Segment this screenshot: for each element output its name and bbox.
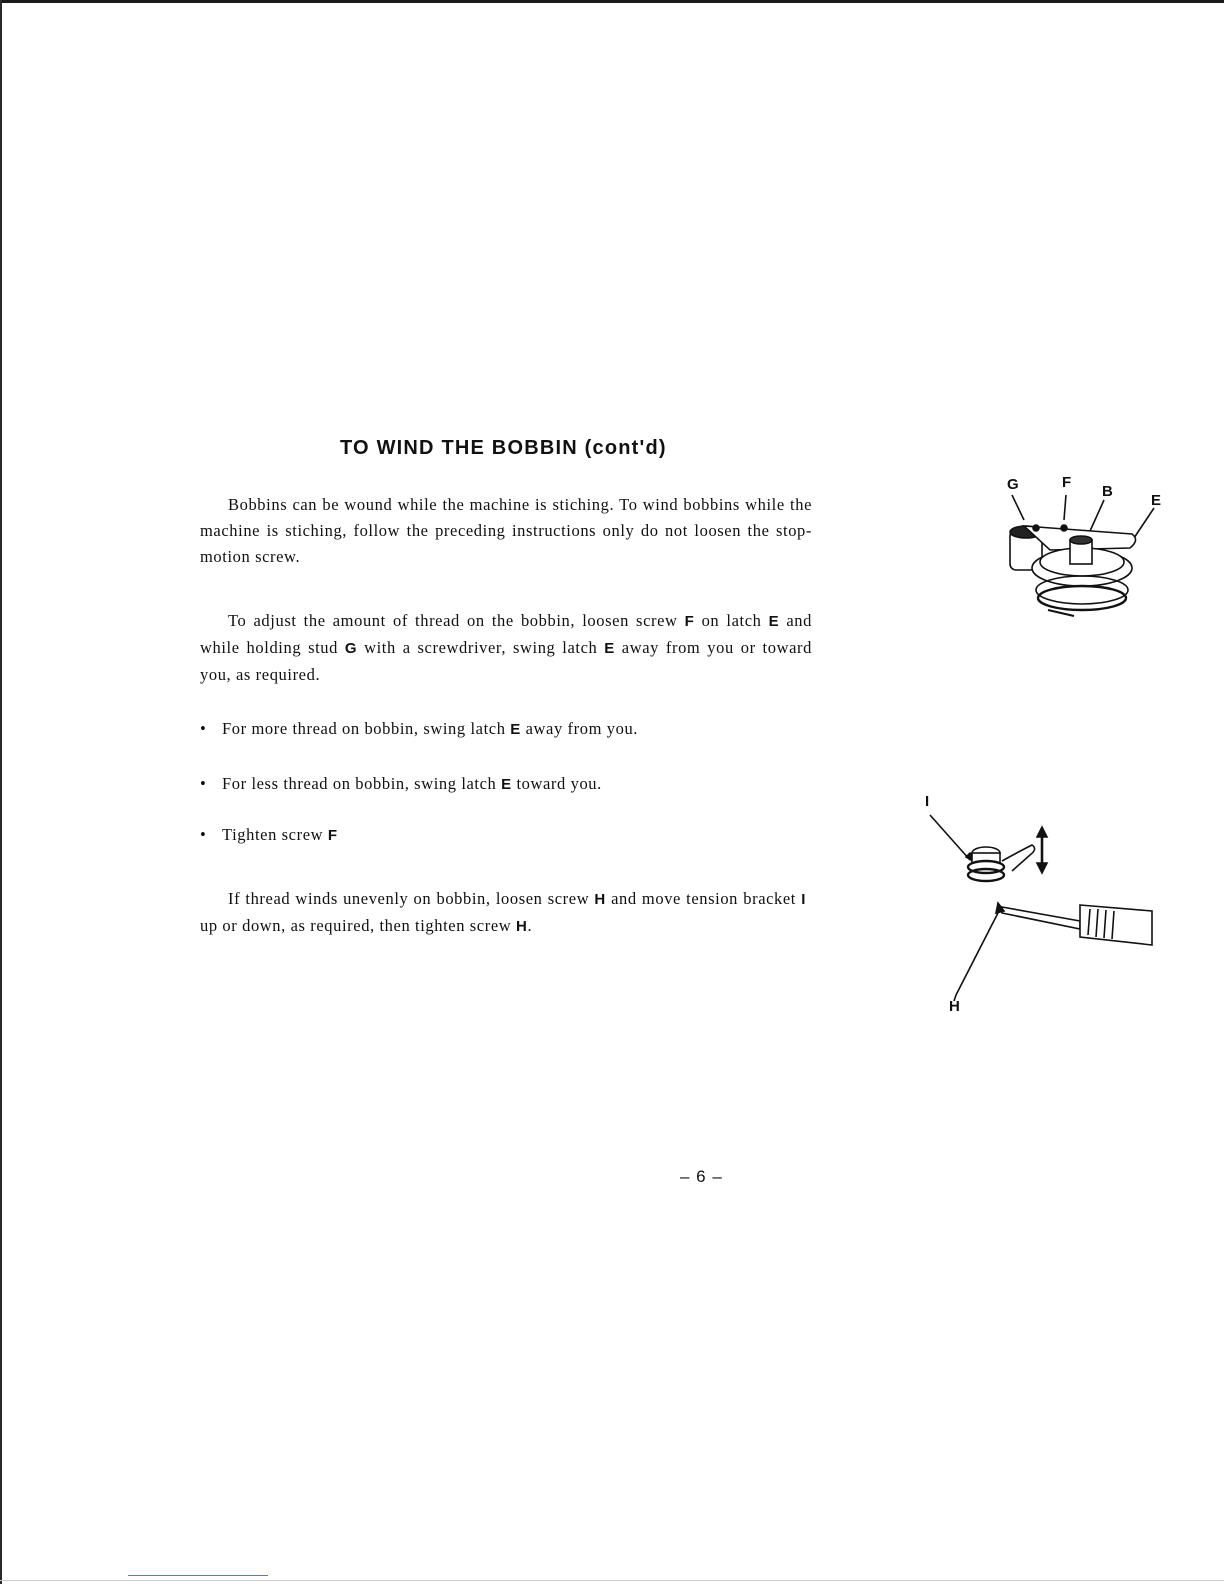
bottom-link-underline (128, 1575, 268, 1576)
page-number: – 6 – (680, 1167, 723, 1186)
paragraph-uneven-winding: If thread winds unevenly on bobbin, loosen screw H and move tension bracket I up or down, as required, then tighten screw H. (200, 889, 806, 935)
page-left-edge (0, 0, 2, 1584)
key-letter: E (604, 640, 615, 657)
key-letter: E (768, 613, 780, 630)
key-letter: H (594, 891, 606, 908)
key-letter: E (510, 721, 521, 738)
tension-bracket-illustration (920, 805, 1170, 1015)
figure-label-f: F (1062, 474, 1072, 491)
figure-label-i: I (925, 793, 930, 810)
bullet-tighten-screw: • Tighten screw F (200, 822, 800, 849)
bullet-more-thread: • For more thread on bobbin, swing latch E away from you. (200, 716, 800, 743)
paragraph-adjust-thread-amount: To adjust the amount of thread on the bobbin, loosen screw F on latch E and while holding stud G with a screwdriver, swing latch E away from you or toward you, as required. (200, 611, 812, 684)
page-top-edge (0, 0, 1224, 3)
figure-label-h: H (949, 998, 960, 1015)
key-letter: I (801, 891, 806, 908)
figure-label-g: G (1007, 476, 1019, 493)
key-letter: E (501, 776, 512, 793)
key-letter: G (344, 640, 358, 657)
bullet-dot: • (200, 825, 207, 844)
key-letter: H (516, 918, 528, 935)
key-letter: F (327, 827, 338, 844)
page-bottom-edge (0, 1580, 1224, 1581)
bullet-dot: • (200, 719, 207, 738)
figure-label-b: B (1102, 483, 1113, 500)
figure-label-e: E (1151, 492, 1162, 509)
paragraph-wind-while-stitching: Bobbins can be wound while the machine is stiching. To wind bobbins while the machine is stiching, follow the preceding instructions only do not loosen the stop-motion screw. (200, 495, 812, 566)
bobbin-winder-illustration (990, 492, 1170, 642)
bullet-less-thread: • For less thread on bobbin, swing latch E toward you. (200, 771, 800, 798)
page-title: TO WIND THE BOBBIN (cont'd) (340, 437, 667, 459)
bullet-dot: • (200, 774, 207, 793)
key-letter: F (684, 613, 695, 630)
